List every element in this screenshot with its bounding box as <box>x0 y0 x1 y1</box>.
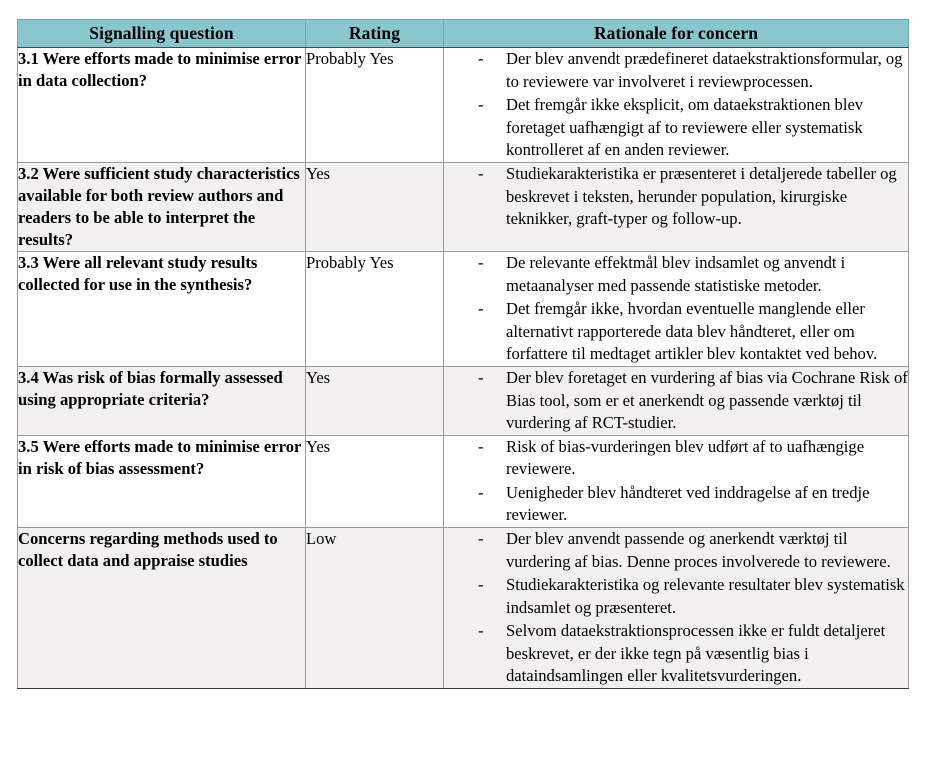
rationale-cell <box>444 367 909 436</box>
bullet-dash-icon: - <box>478 49 484 69</box>
rationale-bullet-item <box>444 94 908 162</box>
rating-cell: Yes <box>306 162 444 251</box>
rationale-bullet-text: Der blev foretaget en vurdering af bias via Cochrane Risk of Bias tool, som er et anerkendt og passende værktøj til vurdering af RCT-studier. <box>506 368 908 433</box>
rating-cell: Yes <box>306 367 444 436</box>
table-header-row <box>18 20 909 48</box>
rationale-bullet-text: Det fremgår ikke, hvordan eventuelle manglende eller alternativt rapporterede data blev håndteret, eller om forfattere til medtaget artikler blev kontaktet ved behov. <box>506 299 878 364</box>
bullet-dash-icon: - <box>478 436 484 456</box>
bullet-dash-icon: - <box>478 299 484 319</box>
rationale-bullet-item <box>444 48 908 93</box>
signalling-question-cell: 3.1 Were efforts made to minimise error in data collection? <box>18 48 306 163</box>
table-row <box>18 435 909 527</box>
signalling-question-cell: 3.3 Were all relevant study results collected for use in the synthesis? <box>18 252 306 367</box>
signalling-question-cell: Concerns regarding methods used to collect data and appraise studies <box>18 527 306 688</box>
rationale-cell <box>444 48 909 163</box>
rationale-bullet-list <box>444 48 908 162</box>
rationale-cell <box>444 435 909 527</box>
bullet-dash-icon: - <box>478 253 484 273</box>
rationale-cell <box>444 162 909 251</box>
rationale-bullet-item <box>444 252 908 297</box>
rationale-bullet-text: De relevante effektmål blev indsamlet og anvendt i metaanalyser med passende statistiske metoder. <box>506 253 846 295</box>
risk-of-bias-table-wrapper <box>17 19 908 689</box>
rationale-bullet-item <box>444 574 908 619</box>
table-header <box>18 20 909 48</box>
bullet-dash-icon: - <box>478 163 484 183</box>
rationale-bullet-item <box>444 620 908 688</box>
table-body <box>18 48 909 689</box>
rationale-bullet-text: Selvom dataekstraktionsprocessen ikke er fuldt detaljeret beskrevet, er der ikke tegn på væsentlig bias i dataindsamlingen eller kvalitetsvurderingen. <box>506 621 886 686</box>
rationale-bullet-text: Der blev anvendt passende og anerkendt værktøj til vurdering af bias. Denne proces involverede to reviewere. <box>506 528 891 571</box>
rating-cell: Probably Yes <box>306 48 444 163</box>
rationale-bullet-item <box>444 367 908 435</box>
rationale-bullet-item <box>444 528 908 573</box>
rationale-bullet-item <box>444 163 908 231</box>
rationale-bullet-list <box>444 163 908 231</box>
rationale-bullet-list <box>444 252 908 366</box>
rationale-cell <box>444 527 909 688</box>
rationale-bullet-text: Uenigheder blev håndteret ved inddragelse af en tredje reviewer. <box>506 482 870 525</box>
table-row <box>18 252 909 367</box>
bullet-dash-icon: - <box>478 621 484 641</box>
rating-cell: Yes <box>306 435 444 527</box>
rationale-bullet-text: Studiekarakteristika og relevante resultater blev systematisk indsamlet og præsenteret. <box>506 575 905 617</box>
risk-of-bias-table <box>17 19 909 689</box>
bullet-dash-icon: - <box>478 575 484 595</box>
rating-cell: Low <box>306 527 444 688</box>
rating-cell: Probably Yes <box>306 252 444 367</box>
rationale-bullet-list <box>444 436 908 527</box>
signalling-question-cell: 3.4 Was risk of bias formally assessed using appropriate criteria? <box>18 367 306 436</box>
rationale-bullet-text: Der blev anvendt prædefineret dataekstraktionsformular, og to reviewere var involveret i reviewprocessen. <box>506 49 903 91</box>
table-row <box>18 162 909 251</box>
rationale-bullet-list <box>444 528 908 688</box>
bullet-dash-icon: - <box>478 368 484 387</box>
table-row <box>18 527 909 688</box>
bullet-dash-icon: - <box>478 95 484 115</box>
column-header-rating: Rating <box>306 20 444 48</box>
rationale-bullet-item <box>444 436 908 481</box>
rationale-bullet-text: Studiekarakteristika er præsenteret i detaljerede tabeller og beskrevet i teksten, herunder population, kirurgiske teknikker, graft-typer og follow-up. <box>506 163 897 229</box>
signalling-question-cell: 3.5 Were efforts made to minimise error in risk of bias assessment? <box>18 435 306 527</box>
rationale-bullet-item <box>444 482 908 527</box>
rationale-bullet-list <box>444 367 908 435</box>
table-row <box>18 48 909 163</box>
column-header-rationale: Rationale for concern <box>444 20 909 48</box>
signalling-question-cell: 3.2 Were sufficient study characteristics available for both review authors and readers to be able to interpret the results? <box>18 162 306 251</box>
bullet-dash-icon: - <box>478 528 484 548</box>
table-row <box>18 367 909 436</box>
bullet-dash-icon: - <box>478 482 484 502</box>
column-header-signalling-question: Signalling question <box>18 20 306 48</box>
rationale-cell <box>444 252 909 367</box>
rationale-bullet-item <box>444 298 908 366</box>
rationale-bullet-text: Det fremgår ikke eksplicit, om dataekstraktionen blev foretaget uafhængigt af to reviewere eller systematisk kontrolleret af en anden reviewer. <box>506 95 864 160</box>
rationale-bullet-text: Risk of bias-vurderingen blev udført af to uafhængige reviewere. <box>506 436 865 479</box>
